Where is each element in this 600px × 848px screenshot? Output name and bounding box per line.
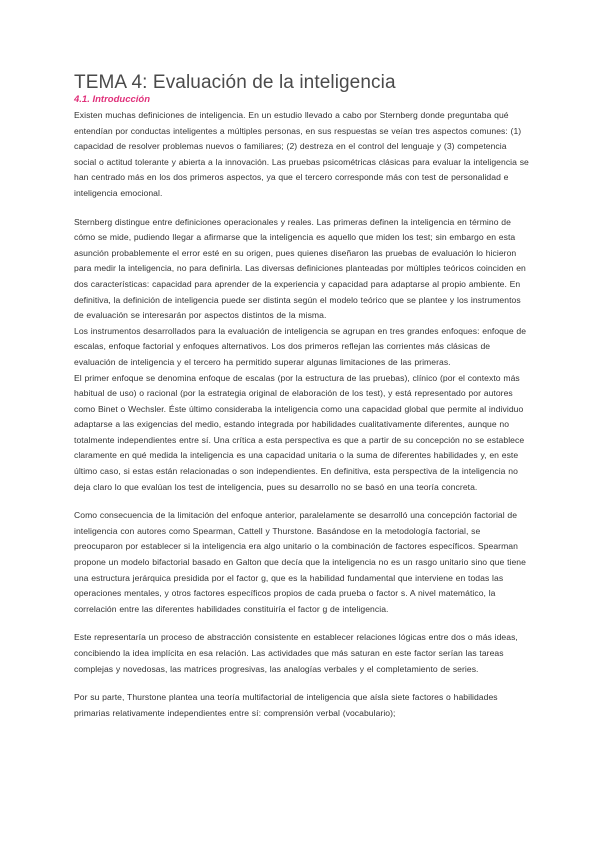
paragraph-scales-approach: El primer enfoque se denomina enfoque de escalas (por la estructura de las pruebas), clínico (por el contexto más habitual de uso) o racional (por la estrategia original de elaboración de los test), y está representado por autores como Binet o Wechsler. Éste último consideraba la inteligencia como una capacidad global que permite al individuo adaptarse a las exigencias del medio, estando integrada por habilidades cualitativamente diferentes, aunque no totalmente independientes entre sí. Una crítica a esta perspectiva es que a partir de su concepción no se establece claramente en qué medida la inteligencia es una capacidad unitaria o la suma de diferentes habilidades y, en este último caso, si estas están relacionadas o son independientes. En definitiva, esta perspectiva de la inteligencia no deja claro lo que evalúan los test de inteligencia, pues su desarrollo no se basó en una teoría concreta. [74, 372, 525, 492]
paragraph-gap [74, 677, 530, 690]
paragraph-gap [74, 617, 530, 630]
paragraph-gap [74, 495, 530, 508]
paragraph-thurstone: Por su parte, Thurstone plantea una teoría multifactorial de inteligencia que aísla siete factores o habilidades primarias relativamente independientes entre sí: comprensión verbal (vocabulario); [74, 692, 498, 718]
paragraph-sternberg: Sternberg distingue entre definiciones operacionales y reales. Las primeras definen la inteligencia en término de cómo se mide, pudiendo llegar a afirmarse que la inteligencia es aquello que miden los test; sin embargo en esta asunción probablemente el error esté en su origen, pues quienes diseñaron las pruebas de evaluación lo hicieron para medir la inteligencia, no para definirla. Las diversas definiciones planteadas por múltiples teóricos coinciden en dos características: capacidad para aprender de la experiencia y capacidad para adaptarse al propio ambiente. En definitiva, la definición de inteligencia puede ser distinta según el modelo teórico que se plantee y los instrumentos de evaluación se interesarán por aspectos distintos de la misma. [74, 216, 526, 321]
paragraph-gap [74, 202, 530, 215]
section-heading: 4.1. Introducción [74, 94, 151, 105]
page-title: TEMA 4: Evaluación de la inteligencia [74, 72, 396, 93]
paragraph-abstraction: Este representaría un proceso de abstracción consistente en establecer relaciones lógicas entre dos o más ideas, concibiendo la idea implícita en esa relación. Las actividades que más saturan en este factor serían las tareas complejas y novedosas, las matrices progresivas, las analogías verbales y el completamiento de series. [74, 632, 518, 674]
paragraph-definitions: Existen muchas definiciones de inteligencia. En un estudio llevado a cabo por Sternberg donde preguntaba qué entendían por conductas inteligentes a múltiples personas, en sus respuestas se veían tres aspectos comunes: (1) capacidad de resolver problemas nuevos o familiares; (2) destreza en el control del lenguaje y (3) competencia social o actitud tolerante y abierta a la innovación. Las pruebas psicométricas clásicas para evaluar la inteligencia se han centrado más en los dos primeros aspectos, ya que el tercero corresponde más con test de personalidad e inteligencia emocional. [74, 110, 529, 198]
paragraph-instruments: Los instrumentos desarrollados para la evaluación de inteligencia se agrupan en tres grandes enfoques: enfoque de escalas, enfoque factorial y enfoques alternativos. Los dos primeros reflejan las corrientes más clásicas de evaluación de inteligencia y el tercero ha permitido superar algunas limitaciones de las primeras. [74, 325, 527, 367]
paragraph-factorial-approach: Como consecuencia de la limitación del enfoque anterior, paralelamente se desarrolló una concepción factorial de inteligencia con autores como Spearman, Cattell y Thurstone. Basándose en la metodología factorial, se preocuparon por establecer si la inteligencia era algo unitario o la combinación de factores específicos. Spearman propone un modelo bifactorial basado en Galton que decía que la inteligencia no es un rasgo unitario sino que tiene una estructura jerárquica presidida por el factor g, que es la habilidad fundamental que interviene en todas las operaciones mentales, y otros factores específicos propios de cada prueba o factor s. A nivel matemático, la correlación entre las diferentes habilidades constituiría el factor g de inteligencia. [74, 510, 526, 614]
